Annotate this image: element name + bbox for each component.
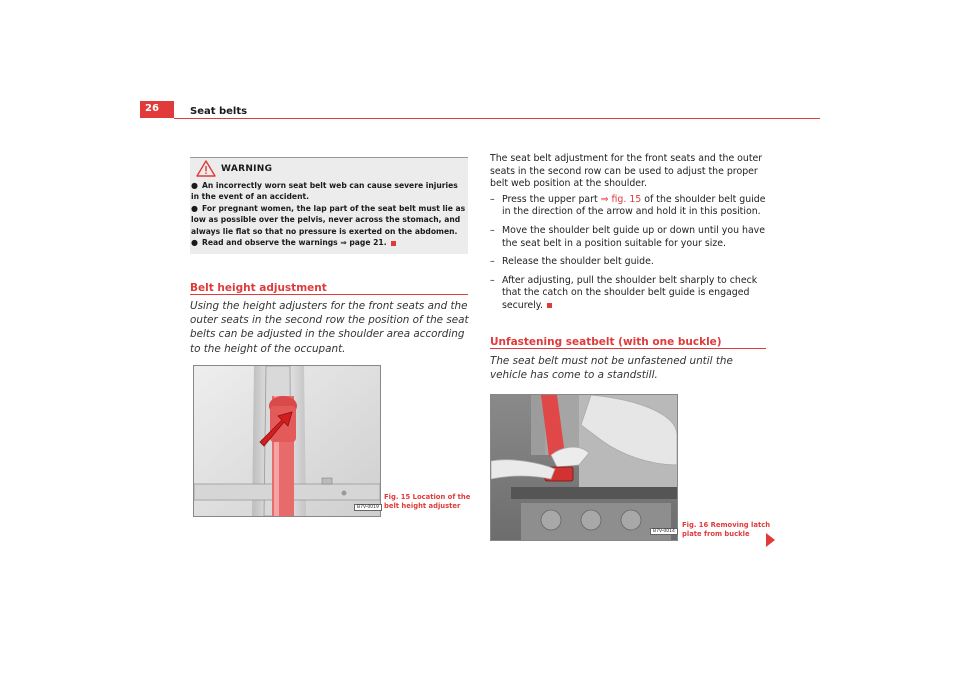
step-item: – Press the upper part ⇒ fig. 15 of the shoulder belt guide in the direction of the arrow and hold it in this position. — [490, 193, 766, 218]
heading-rule — [490, 348, 766, 349]
figure-16-code: B7V-0014 — [650, 528, 678, 535]
next-page-arrow-icon[interactable] — [766, 533, 775, 547]
buckle-illustration — [491, 395, 677, 540]
unfastening-heading: Unfastening seatbelt (with one buckle) — [490, 336, 722, 348]
end-marker-icon — [547, 303, 552, 308]
header-rule — [174, 118, 820, 119]
step-item: – Move the shoulder belt guide up or down until you have the seat belt in a position suitable for your size. — [490, 224, 765, 249]
warning-title: WARNING — [221, 164, 273, 174]
warning-item: ● Read and observe the warnings ⇒ page 21. — [191, 237, 467, 248]
unfastening-intro: The seat belt must not be unfastened until the vehicle has come to a standstill. — [490, 355, 733, 382]
step-item: – Release the shoulder belt guide. — [490, 256, 654, 268]
figure-15-link[interactable]: ⇒ fig. 15 — [600, 193, 642, 205]
figure-16-caption: Fig. 16 Removing latch plate from buckle — [682, 521, 771, 538]
step-item: – After adjusting, pull the shoulder belt sharply to check that the catch on the shoulder belt guide is engaged securely. — [490, 274, 758, 311]
belt-height-heading: Belt height adjustment — [190, 282, 327, 294]
adjustment-paragraph: The seat belt adjustment for the front seats and the outer seats in the second row can be used to adjust the proper belt web position at the shoulder. — [490, 153, 763, 190]
page-number: 26 — [145, 103, 159, 114]
warning-triangle-icon — [196, 160, 216, 177]
section-title: Seat belts — [190, 106, 248, 117]
figure-15-caption: Fig. 15 Location of the belt height adjuster — [384, 493, 471, 510]
warning-item: ● For pregnant women, the lap part of the seat belt must lie as low as possible over the pelvis, never across the stomach, and always lie flat so that no pressure is exerted on the abdomen. — [191, 203, 466, 236]
adjustment-text — [490, 153, 768, 319]
bullet-icon: ● — [191, 238, 198, 248]
belt-height-intro: Using the height adjusters for the front seats and the outer seats in the second row the position of the seat belts can be adjusted in the shoulder area according to the height of the occupant. — [190, 300, 469, 355]
heading-rule — [190, 294, 468, 295]
bullet-icon: ● — [191, 181, 198, 190]
figure-15-image — [193, 365, 381, 517]
belt-adjuster-illustration — [194, 366, 380, 516]
bullet-icon: ● — [191, 203, 198, 213]
warning-body — [191, 180, 467, 248]
end-marker-icon — [391, 241, 396, 246]
figure-15-code: B7V-0019 — [354, 504, 382, 511]
warning-item: ● An incorrectly worn seat belt web can cause severe injuries in the event of an accident. — [191, 181, 458, 202]
figure-16-image — [490, 394, 678, 541]
